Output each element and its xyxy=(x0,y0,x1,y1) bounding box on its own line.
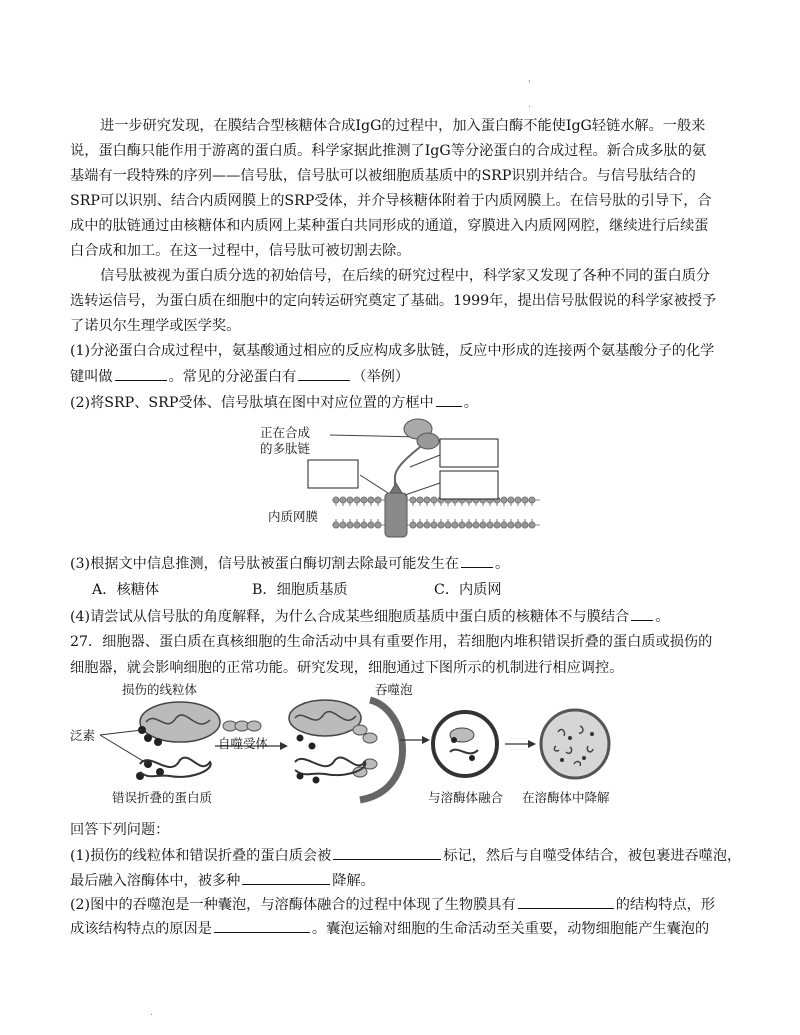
label-autophagosome: 吞噬泡 xyxy=(375,682,413,697)
answer-box-left[interactable] xyxy=(308,460,358,488)
lipid-head xyxy=(529,522,535,528)
lipid-head xyxy=(354,497,360,503)
lipid-head xyxy=(459,522,465,528)
lipid-head xyxy=(347,522,353,528)
label-damaged-mito: 损伤的线粒体 xyxy=(122,682,198,697)
lipid-head xyxy=(354,522,360,528)
question-3: (3)根据文中信息推测，信号肽被蛋白酶切割去除最可能发生在 。 xyxy=(70,553,730,574)
lipid-head xyxy=(501,522,507,528)
answer-blank[interactable] xyxy=(214,918,310,933)
lipid-head xyxy=(368,522,374,528)
scan-dot: . xyxy=(150,1008,153,1018)
autophagy-figure xyxy=(70,680,730,808)
label-degrade-lysosome: 在溶酶体中降解 xyxy=(522,790,610,805)
option-a[interactable]: A．核糖体 xyxy=(92,582,160,598)
label-polypeptide-1: 正在合成 xyxy=(260,425,311,440)
passage-line: 了诺贝尔生理学或医学奖。 xyxy=(70,318,241,334)
lipid-head xyxy=(410,497,416,503)
lipid-head xyxy=(375,497,381,503)
lipid-head xyxy=(333,497,339,503)
lipid-head xyxy=(508,497,514,503)
lipid-head xyxy=(452,522,458,528)
lipid-head xyxy=(361,522,367,528)
scan-dot: ' xyxy=(528,80,531,90)
answer-blank[interactable] xyxy=(631,606,653,621)
answer-blank[interactable] xyxy=(242,870,330,885)
passage-line: 白合成和加工。在这一过程中，信号肽可被切割去除。 xyxy=(70,243,411,259)
passage-line: 选转运信号，为蛋白质在细胞中的定向转运研究奠定了基础。1999年，提出信号肽假说的科学家被授予 xyxy=(70,293,717,309)
question-27-1-line2: 最后融入溶酶体中，被多种 降解。 xyxy=(70,870,730,891)
er-membrane xyxy=(332,497,540,528)
lipid-head xyxy=(424,497,430,503)
scan-dot: . xyxy=(528,100,531,110)
misfolded-protein-shape xyxy=(140,758,211,777)
lipid-head xyxy=(417,497,423,503)
question-27-2-line2: 成该结构特点的原因是 。囊泡运输对细胞的生命活动至关重要，动物细胞能产生囊泡的 xyxy=(70,918,730,939)
channel-protein xyxy=(385,493,407,537)
answer-blank[interactable] xyxy=(115,366,167,381)
answer-box-top-right[interactable] xyxy=(440,439,498,467)
passage-line: 基端有一段特殊的序列——信号肽，信号肽可以被细胞质基质中的SRP识别并结合。与信号肽结合的 xyxy=(70,168,696,184)
question-27-2: (2)图中的吞噬泡是一种囊泡，与溶酶体融合的过程中体现了生物膜具有 的结构特点，形 xyxy=(70,894,730,915)
answer-blank[interactable] xyxy=(436,392,462,407)
lipid-head xyxy=(501,497,507,503)
lipid-head xyxy=(480,522,486,528)
lipid-head xyxy=(375,522,381,528)
lipid-head xyxy=(361,497,367,503)
lipid-head xyxy=(515,497,521,503)
label-fuse-lysosome: 与溶酶体融合 xyxy=(428,790,504,805)
lipid-head xyxy=(431,522,437,528)
lipid-head xyxy=(508,522,514,528)
lipid-head xyxy=(522,522,528,528)
label-misfolded-protein: 错误折叠的蛋白质 xyxy=(112,790,213,805)
lipid-head xyxy=(522,497,528,503)
question-4: (4)请尝试从信号肽的角度解释，为什么合成某些细胞质基质中蛋白质的核糖体不与膜结合 。 xyxy=(70,606,730,627)
option-c[interactable]: C．内质网 xyxy=(434,582,502,598)
polypeptide-chain xyxy=(395,443,425,487)
answer-blank[interactable] xyxy=(461,553,493,568)
answer-blank[interactable] xyxy=(298,366,350,381)
passage-line: 信号肽被视为蛋白质分选的初始信号，在后续的研究过程中，科学家又发现了各种不同的蛋白质分 xyxy=(100,268,711,284)
question-3-options xyxy=(92,580,752,600)
lipid-head xyxy=(515,522,521,528)
label-polypeptide-2: 的多肽链 xyxy=(260,441,311,456)
lipid-head xyxy=(368,497,374,503)
lipid-head xyxy=(494,522,500,528)
phagophore-shape xyxy=(360,700,403,800)
autophagy-receptor-shape xyxy=(223,721,261,731)
autophagosome-shape xyxy=(433,712,497,776)
passage-line: 说，蛋白酶只能作用于游离的蛋白质。科学家据此推测了IgG等分泌蛋白的合成过程。新合成多肽的氨 xyxy=(70,143,707,159)
answer-intro: 回答下列问题： xyxy=(70,822,170,838)
lipid-head xyxy=(347,497,353,503)
lipid-head xyxy=(529,497,535,503)
question-1-line2: 键叫做 。常见的分泌蛋白有 （举例） xyxy=(70,366,730,387)
passage-line: 成中的肽链通过由核糖体和内质网上某种蛋白共同形成的通道，穿膜进入内质网网腔，继续进行后续蛋 xyxy=(70,218,709,234)
answer-box-bottom-right[interactable] xyxy=(440,471,498,499)
label-ubiquitin: 泛素 xyxy=(70,728,96,743)
lipid-head xyxy=(340,522,346,528)
lipid-head xyxy=(410,522,416,528)
lipid-head xyxy=(473,522,479,528)
lipid-head xyxy=(333,522,339,528)
lipid-head xyxy=(431,497,437,503)
lipid-head xyxy=(487,522,493,528)
signal-peptide-figure xyxy=(250,415,550,550)
question-1-line: (1)分泌蛋白合成过程中，氨基酸通过相应的反应构成多肽链，反应中形成的连接两个氨基酸分子的化学 xyxy=(70,343,715,359)
answer-blank[interactable] xyxy=(518,894,614,909)
question-27-1: (1)损伤的线粒体和错误折叠的蛋白质会被 标记，然后与自噬受体结合，被包裹进吞噬泡， xyxy=(70,845,730,866)
question-2: (2)将SRP、SRP受体、信号肽填在图中对应位置的方框中 。 xyxy=(70,392,730,413)
option-b[interactable]: B．细胞质基质 xyxy=(252,582,348,598)
lipid-head xyxy=(417,522,423,528)
question-27-line: 27．细胞器、蛋白质在真核细胞的生命活动中具有重要作用，若细胞内堆积错误折叠的蛋白质或损伤的 xyxy=(70,634,713,650)
lipid-head xyxy=(424,522,430,528)
lysosome-shape xyxy=(541,710,609,778)
question-27-line: 细胞器，就会影响细胞的正常功能。研究发现，细胞通过下图所示的机制进行相应调控。 xyxy=(70,660,624,676)
lipid-head xyxy=(445,522,451,528)
label-er-membrane: 内质网膜 xyxy=(268,509,319,524)
passage-line: SRP可以识别、结合内质网膜上的SRP受体，并介导核糖体附着于内质网膜上。在信号肽的引导下，合 xyxy=(70,193,712,209)
lipid-head xyxy=(466,522,472,528)
lipid-head xyxy=(340,497,346,503)
passage-line: 进一步研究发现，在膜结合型核糖体合成IgG的过程中，加入蛋白酶不能使IgG轻链水解。一般来 xyxy=(100,118,706,134)
label-autophagy-receptor: 自噬受体 xyxy=(218,736,269,751)
lipid-head xyxy=(438,522,444,528)
answer-blank[interactable] xyxy=(333,845,441,860)
